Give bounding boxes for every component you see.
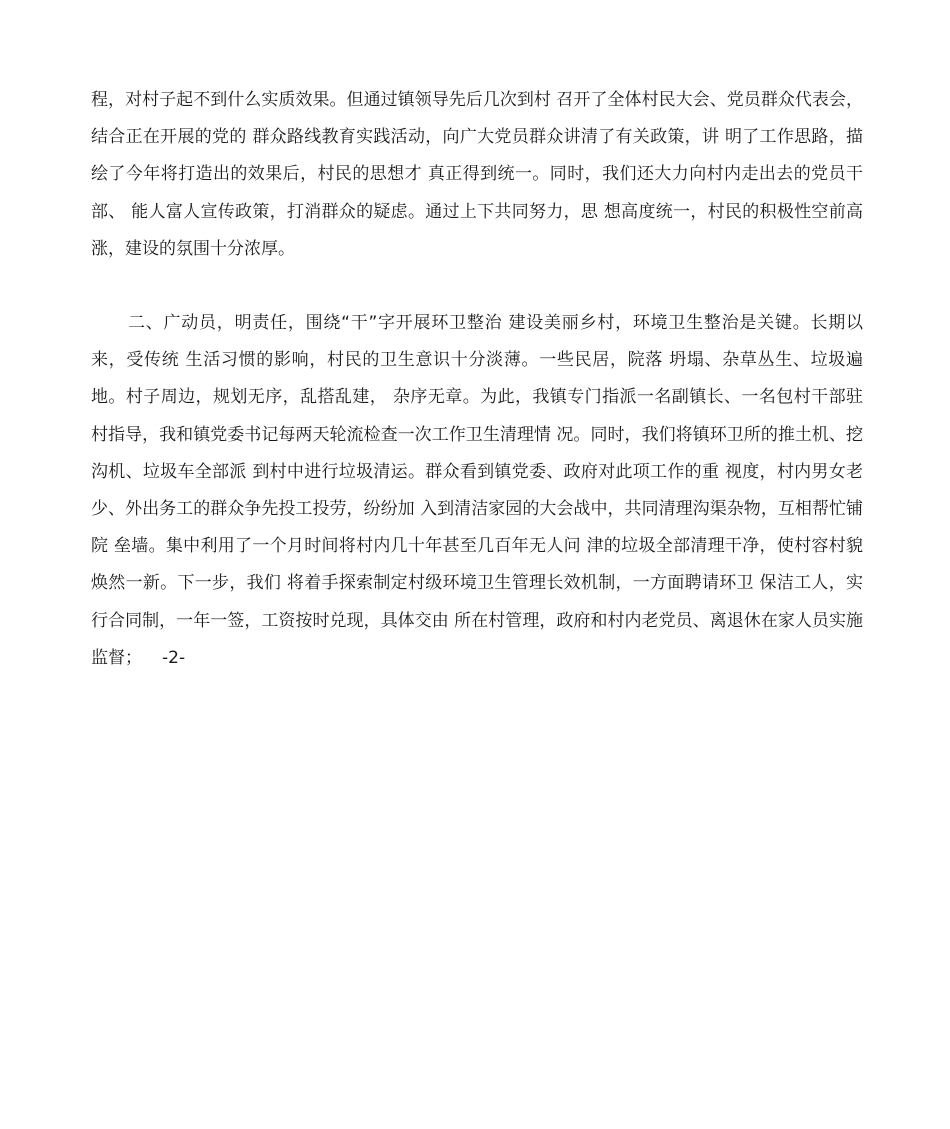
body-paragraph-2-text: 二、广动员，明责任，围绕“干”字开展环卫整治 建设美丽乡村，环境卫生整治是关键。长期以来，受传统 生活习惯的影响，村民的卫生意识十分淡薄。一些民居，院落 坍塌、杂草丛生、垃圾遍地。村子周边，规划无序，乱搭乱建， 杂序无章。为此，我镇专门指派一名副镇长、一名包村干部驻 村指导，我和镇党委书记每两天轮流检查一次工作卫生清理情 况。同时，我们将镇环卫所的推土机、挖沟机、垃圾车全部派 到村中进行垃圾清运。群众看到镇党委、政府对此项工作的重 视度，村内男女老少、外出务工的群众争先投工投劳，纷纷加 入到清洁家园的大会战中，共同清理沟渠杂物，互相帮忙铺院 垒墙。集中利用了一个月时间将村内几十年甚至几百年无人问 津的垃圾全部清理干净，使村容村貌焕然一新。下一步，我们 将着手探索制定村级环境卫生管理长效机制，一方面聘请环卫 保洁工人，实行合同制，一年一签，工资按时兑现，具体交由 所在村管理，政府和村内老党员、离退休在家人员实施监督； <box>91 313 863 668</box>
page-number: -2- <box>162 647 186 668</box>
body-paragraph-2 <box>91 305 863 677</box>
body-paragraph-1: 程，对村子起不到什么实质效果。但通过镇领导先后几次到村 召开了全体村民大会、党员群众代表会，结合正在开展的党的 群众路线教育实践活动，向广大党员群众讲清了有关政策，讲 明了工作思路，描绘了今年将打造出的效果后，村民的思想才 真正得到统一。同时，我们还大力向村内走出去的党员干部、 能人富人宣传政策，打消群众的疑虑。通过上下共同努力，思 想高度统一，村民的积极性空前高涨，建设的氛围十分浓厚。 <box>91 90 863 259</box>
